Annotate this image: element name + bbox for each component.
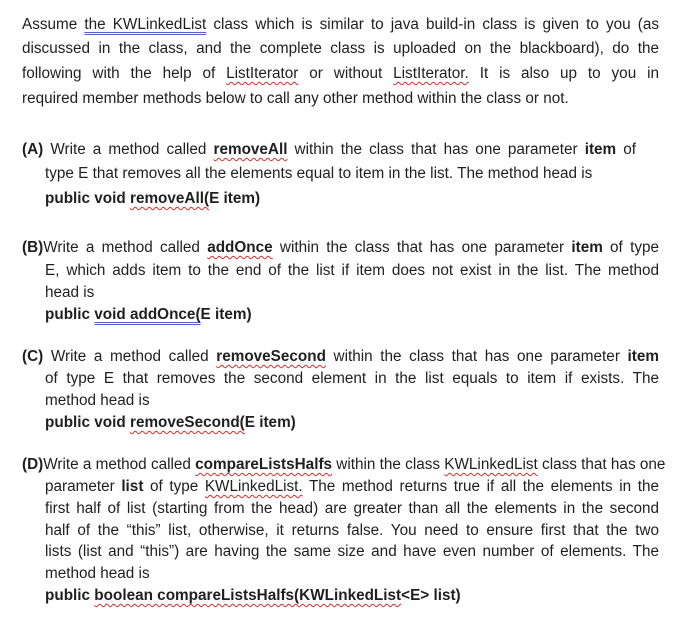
part-c-line-2: of type E that removes the second element in the list equals to item if exists. The xyxy=(45,370,659,387)
part-b-line-1: (B)Write a method called addOnce within the class that has one parameter item of type xyxy=(22,239,659,256)
part-c-line-1: (C) Write a method called removeSecond within the class that has one parameter item xyxy=(22,348,659,365)
intro-line-2: discussed in the class, and the complete class is uploaded on the blackboard), do the xyxy=(22,40,659,57)
part-b-label: (B) xyxy=(22,239,44,256)
part-d-line-5: lists (list and “this”) are having the same size and have even number of elements. The xyxy=(45,543,659,560)
part-a-method-head: public void removeAll(E item) xyxy=(45,190,261,207)
part-d-line-6: method head is xyxy=(45,565,150,582)
method-name-comparelistshalfs: compareListsHalfs xyxy=(195,456,333,473)
part-c-line-3: method head is xyxy=(45,392,150,409)
method-name-removesecond: removeSecond xyxy=(216,348,326,365)
part-a-line-1: (A) Write a method called removeAll within the class that has one parameter item of xyxy=(22,141,636,158)
part-d-method-head: public boolean compareListsHalfs(KWLinkedList<E> list) xyxy=(45,587,461,604)
part-a-label: (A) xyxy=(22,141,44,158)
part-a-line-2: type E that removes all the elements equal to item in the list. The method head is xyxy=(45,165,593,182)
part-b-method-head: public void addOnce(E item) xyxy=(45,306,252,323)
intro-line-4: required member methods below to call any other method within the class or not. xyxy=(22,90,569,107)
class-name-ref: the KWLinkedList xyxy=(84,16,207,33)
part-d-line-4: half of the “this” list, otherwise, it returns false. You need to ensure first that the two xyxy=(45,522,659,539)
part-b-line-2: E, which adds item to the end of the list if item does not exist in the list. The method xyxy=(45,262,659,279)
part-c-label: (C) xyxy=(22,348,44,365)
part-c-method-head: public void removeSecond(E item) xyxy=(45,414,296,431)
method-name-removeall: removeAll xyxy=(213,141,288,158)
part-d-line-3: first half of list (starting from the head) are greater than all the elements in the second xyxy=(45,500,659,517)
part-d-label: (D) xyxy=(22,456,44,473)
method-name-addonce: addOnce xyxy=(207,239,273,256)
part-d-line-1: (D)Write a method called compareListsHalfs within the class KWLinkedList class that has one xyxy=(22,456,666,473)
intro-line-1: Assume the KWLinkedList class which is similar to java build-in class is given to you (as xyxy=(22,16,659,33)
intro-line-3: following with the help of ListIterator or without ListIterator. It is also up to you in xyxy=(22,65,659,82)
part-b-line-3: head is xyxy=(45,284,95,301)
part-d-line-2: parameter list of type KWLinkedList. The method returns true if all the elements in the xyxy=(45,478,660,495)
